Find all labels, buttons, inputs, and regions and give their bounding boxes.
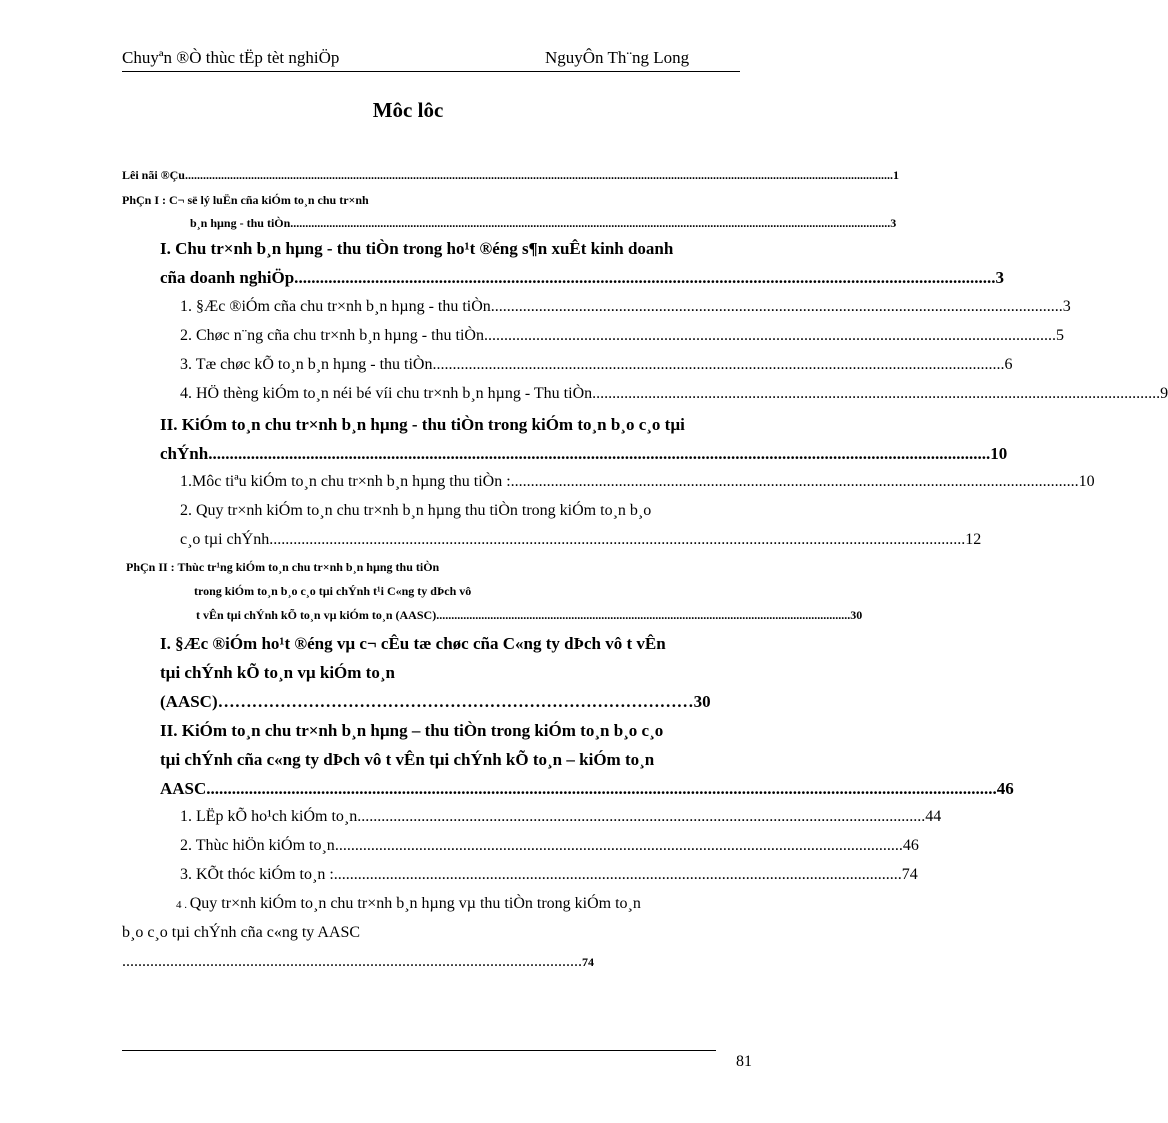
leader-dots: .............................................................................................................................................................................. [269, 531, 966, 548]
toc-entry-label: Lêi nãi ®Çu [122, 168, 185, 182]
toc-entry-page: 10 [1078, 473, 1095, 490]
toc-item-2-2-3 [180, 866, 918, 884]
toc-entry-label: c¸o tµi chÝnh [180, 531, 270, 548]
toc-section-1-1 [160, 239, 673, 259]
toc-entry-page: 3 [995, 268, 1004, 287]
toc-entry-label: PhÇn I : C¬ së lý luËn cña kiÓm to¸n chu tr×nh [122, 193, 369, 207]
toc-item-2-2-1 [180, 808, 942, 826]
leader-dots: .............................................................................................................................................. [436, 356, 1005, 373]
toc-entry-label: Quy tr×nh kiÓm to¸n chu tr×nh b¸n hµng vµ thu tiÒn trong kiÓm to¸n [189, 895, 641, 912]
leader-dots: ………………………………………………………………………… [217, 692, 694, 711]
toc-entry-page: 6 [1004, 356, 1013, 373]
toc-entry-label: PhÇn II : Thùc tr¹ng kiÓm to¸n chu tr×nh b¸n hµng thu tiÒn [126, 560, 440, 574]
toc-entry-label: 1. LËp kÕ ho¹ch kiÓm to¸n [180, 808, 358, 825]
toc-item-2-2-4-cont [122, 924, 360, 942]
toc-entry-label: 1. §Æc ®iÓm cña chu tr×nh b¸n hµng - thu tiÒn. [180, 298, 495, 315]
toc-entry-label: 3. Tæ chøc kÕ to¸n b¸n hµng - thu tiÒn. [180, 356, 437, 373]
toc-section-2-2-cont2 [160, 779, 1014, 799]
toc-entry-label: cña doanh nghiÖp. [160, 268, 299, 287]
toc-entry-label: b¸o c¸o tµi chÝnh cña c«ng ty AASC [122, 924, 361, 941]
toc-section-2-1-cont2 [160, 692, 711, 712]
toc-entry-label: tµi chÝnh kÕ to¸n vµ kiÓm to¸n [160, 663, 395, 682]
leader-dots: .............................................................................................................................................. [357, 808, 926, 825]
leader-dots: .............................................................................................................................................. [334, 837, 903, 854]
toc-section-2-2 [160, 721, 663, 741]
toc-entry-page: 3 [1062, 298, 1071, 315]
leader-dots: .............................................................................................................................................. [487, 327, 1056, 344]
toc-entry-intro [122, 168, 899, 183]
leader-dots: .............................................................................................................................................. [592, 385, 1161, 402]
leader-dots: ............................................................................................................................................................................................................................................ [184, 168, 893, 182]
toc-entry-page: 74 [901, 866, 918, 883]
leader-dots: .............................................................................................................................................. [494, 298, 1063, 315]
toc-item-2-2-4-cont2 [122, 953, 594, 971]
leader-dots: .......................................................................................................................................................................................... [206, 779, 997, 798]
toc-item-1-1-2 [180, 327, 1064, 345]
toc-entry-page: 5 [1055, 327, 1064, 344]
toc-part-2-heading [126, 560, 439, 575]
page-number: 81 [736, 1053, 752, 1070]
toc-entry-label: t vÊn tµi chÝnh kÕ to¸n vµ kiÓm to¸n (AASC) [196, 608, 437, 622]
toc-item-2-2-2 [180, 837, 919, 855]
leader-dots: .............................................................................................................................................. [510, 473, 1079, 490]
toc-entry-page: 46 [902, 837, 919, 854]
leader-dots: ................................................................................................................... [122, 953, 582, 970]
toc-part-1-heading [122, 193, 369, 208]
toc-entry-label: I. §Æc ®iÓm ho¹t ®éng vµ c¬ cÊu tæ chøc cña C«ng ty dÞch vô t vÊn [160, 634, 666, 653]
toc-entry-page: 3 [890, 216, 897, 230]
toc-entry-label: 2. Thùc hiÖn kiÓm to¸n [180, 837, 335, 854]
toc-section-1-1-cont [160, 268, 1004, 288]
toc-entry-label: I. Chu tr×nh b¸n hµng - thu tiÒn trong ho¹t ®éng s¶n xuÊt kinh doanh [160, 239, 674, 258]
leader-dots: ........................................................................................................................................................................................ [208, 444, 991, 463]
toc-entry-page: 30 [850, 608, 863, 622]
header-divider [122, 71, 740, 72]
toc-entry-page: 30 [693, 692, 711, 711]
toc-part-2-heading-cont [194, 584, 471, 599]
toc-item-2-2-4: 4 . Quy tr×nh kiÓm to¸n chu tr×nh b¸n hµng vµ thu tiÒn trong kiÓm to¸n [176, 895, 641, 912]
header-right-author: NguyÔn Th¨ng Long [545, 48, 690, 67]
leader-dots: .............................................................................................................................................. [333, 866, 902, 883]
toc-entry-page: 44 [925, 808, 942, 825]
toc-section-2-1 [160, 634, 666, 654]
leader-dots: .......................................................................................................................................... [436, 608, 851, 622]
toc-entry-number: 4 [176, 899, 182, 911]
toc-section-1-2 [160, 415, 685, 435]
toc-entry-label: trong kiÓm to¸n b¸o c¸o tµi chÝnh t¹i C«ng ty dÞch vô [194, 584, 472, 598]
toc-item-1-1-4 [180, 385, 1168, 403]
toc-entry-label: 1.Môc tiªu kiÓm to¸n chu tr×nh b¸n hµng thu tiÒn : [180, 473, 511, 490]
leader-dots: .................................................................................................................................................................... [298, 268, 996, 287]
toc-entry-label: II. KiÓm to¸n chu tr×nh b¸n hµng – thu tiÒn trong kiÓm to¸n b¸o c¸o [160, 721, 664, 740]
toc-section-2-2-cont [160, 750, 654, 770]
toc-section-2-1-cont [160, 663, 395, 683]
header-left-text: Chuyªn ®Ò thùc tËp tèt nghiÖp [122, 48, 340, 67]
page-title: Môc lôc [372, 98, 444, 122]
toc-entry-label: 4. HÖ thèng kiÓm to¸n néi bé víi chu tr×nh b¸n hµng - Thu tiÒn [180, 385, 593, 402]
toc-item-1-1-3 [180, 356, 1013, 374]
toc-entry-page: 46 [996, 779, 1014, 798]
toc-entry-label: tµi chÝnh cña c«ng ty dÞch vô t vÊn tµi chÝnh kÕ to¸n – kiÓm to¸n [160, 750, 655, 769]
toc-entry-page: 9 [1160, 385, 1168, 402]
toc-entry-page: 12 [965, 531, 982, 548]
toc-item-1-2-2-cont [180, 531, 982, 549]
toc-entry-label: AASC [160, 779, 207, 798]
toc-part-1-heading-cont [190, 216, 897, 231]
toc-entry-label: 2. Chøc n¨ng cña chu tr×nh b¸n hµng - thu tiÒn. [180, 327, 488, 344]
toc-entry-page: 1 [892, 168, 899, 182]
toc-entry-label: II. KiÓm to¸n chu tr×nh b¸n hµng - thu tiÒn trong kiÓm to¸n b¸o c¸o tµi [160, 415, 685, 434]
toc-section-1-2-cont [160, 444, 1008, 464]
toc-item-1-1-1 [180, 298, 1071, 316]
footer-divider [122, 1050, 716, 1051]
leader-dots: ........................................................................................................................................................................................................ [290, 216, 891, 230]
toc-entry-label: (AASC) [160, 692, 218, 711]
toc-entry-label: 2. Quy tr×nh kiÓm to¸n chu tr×nh b¸n hµng thu tiÒn trong kiÓm to¸n b¸o [180, 502, 652, 519]
toc-entry-page: 10 [990, 444, 1008, 463]
toc-item-1-2-2 [180, 502, 651, 520]
toc-entry-label: 3. KÕt thóc kiÓm to¸n : [180, 866, 334, 883]
toc-entry-label: b¸n hµng - thu tiÒn [190, 216, 291, 230]
toc-entry-page: 74 [582, 955, 594, 969]
toc-entry-label: chÝnh [160, 444, 209, 463]
toc-part-2-heading-cont2 [196, 608, 863, 623]
toc-item-1-2-1 [180, 473, 1095, 491]
